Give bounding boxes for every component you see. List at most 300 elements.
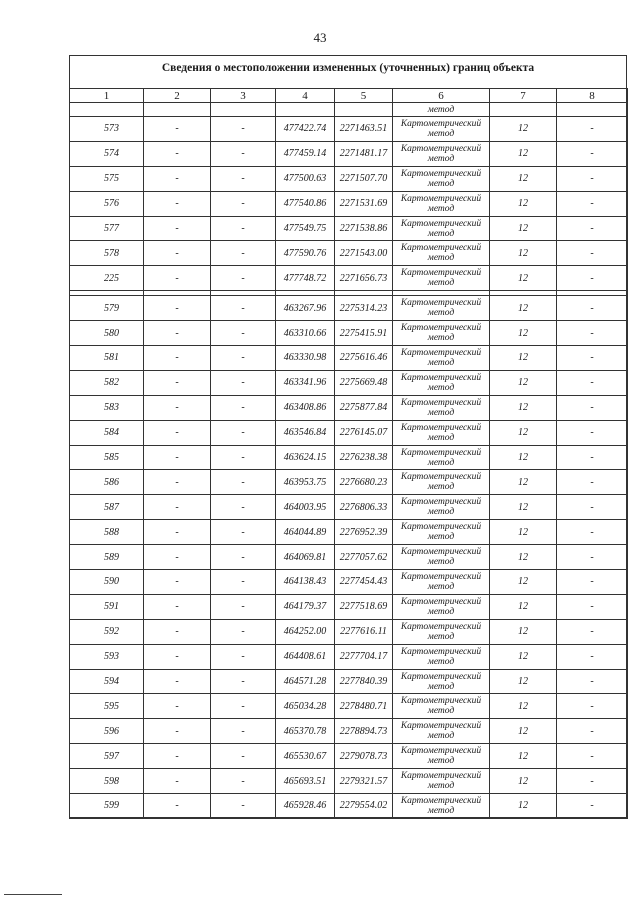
method-cell [393, 266, 490, 291]
method-line-2: метод [427, 706, 455, 717]
accuracy-cell: 12 [490, 769, 557, 794]
method-line-1: Картометрический [400, 696, 482, 707]
col2-cell: - [144, 321, 211, 346]
point-number-cell: 588 [70, 520, 144, 545]
x-coordinate-cell: 463267.96 [276, 296, 335, 321]
col8-cell: - [557, 141, 628, 166]
col8-cell: - [557, 694, 628, 719]
col3-cell: - [211, 619, 276, 644]
col8-cell: - [557, 117, 628, 142]
method-cell [393, 141, 490, 166]
x-coordinate-cell: 464138.43 [276, 570, 335, 595]
col2-cell: - [144, 769, 211, 794]
col3-cell: - [211, 117, 276, 142]
table-row [70, 241, 628, 266]
point-number-cell: 589 [70, 545, 144, 570]
table-cell [490, 103, 557, 117]
col2-cell: - [144, 166, 211, 191]
table-row [70, 719, 628, 744]
method-line-1: Картометрический [400, 298, 482, 309]
col2-cell: - [144, 445, 211, 470]
col8-cell: - [557, 346, 628, 371]
table-row [70, 296, 628, 321]
col8-cell: - [557, 794, 628, 819]
column-number-row [70, 89, 628, 103]
x-coordinate-cell: 477590.76 [276, 241, 335, 266]
col8-cell: - [557, 644, 628, 669]
table-row [70, 545, 628, 570]
table-row [70, 445, 628, 470]
col8-cell: - [557, 570, 628, 595]
col3-cell: - [211, 191, 276, 216]
method-cell [393, 644, 490, 669]
point-number-cell: 593 [70, 644, 144, 669]
column-number: 5 [335, 89, 393, 103]
method-line-2: метод [427, 128, 455, 139]
method-cell [393, 794, 490, 819]
table-cell [335, 103, 393, 117]
method-line-1: Картометрический [400, 571, 482, 582]
y-coordinate-cell: 2271463.51 [335, 117, 393, 142]
col3-cell: - [211, 470, 276, 495]
point-number-cell: 225 [70, 266, 144, 291]
accuracy-cell: 12 [490, 644, 557, 669]
point-number-cell: 586 [70, 470, 144, 495]
col3-cell: - [211, 216, 276, 241]
point-number-cell: 580 [70, 321, 144, 346]
column-number: 8 [557, 89, 628, 103]
col3-cell: - [211, 346, 276, 371]
method-cell [393, 241, 490, 266]
col3-cell: - [211, 644, 276, 669]
point-number-cell: 582 [70, 370, 144, 395]
accuracy-cell: 12 [490, 241, 557, 266]
point-number-cell: 591 [70, 594, 144, 619]
method-line-2: метод [427, 278, 455, 289]
accuracy-cell: 12 [490, 470, 557, 495]
accuracy-cell: 12 [490, 216, 557, 241]
method-line-2: метод [427, 482, 455, 493]
y-coordinate-cell: 2275616.46 [335, 346, 393, 371]
accuracy-cell: 12 [490, 395, 557, 420]
point-number-cell: 585 [70, 445, 144, 470]
y-coordinate-cell: 2277704.17 [335, 644, 393, 669]
method-cell [393, 321, 490, 346]
col2-cell: - [144, 117, 211, 142]
y-coordinate-cell: 2279078.73 [335, 744, 393, 769]
col8-cell: - [557, 216, 628, 241]
x-coordinate-cell: 477422.74 [276, 117, 335, 142]
method-cell [393, 619, 490, 644]
x-coordinate-cell: 465693.51 [276, 769, 335, 794]
point-number-cell: 590 [70, 570, 144, 595]
y-coordinate-cell: 2277454.43 [335, 570, 393, 595]
col3-cell: - [211, 241, 276, 266]
col8-cell: - [557, 395, 628, 420]
point-number-cell: 599 [70, 794, 144, 819]
col2-cell: - [144, 370, 211, 395]
method-line-1: Картометрический [400, 372, 482, 383]
accuracy-cell: 12 [490, 321, 557, 346]
method-line-1: Картометрический [400, 447, 482, 458]
method-line-2: метод [427, 805, 455, 816]
accuracy-cell: 12 [490, 594, 557, 619]
point-number-cell: 574 [70, 141, 144, 166]
col3-cell: - [211, 669, 276, 694]
method-line-2: метод [427, 203, 455, 214]
table-row [70, 694, 628, 719]
point-number-cell: 595 [70, 694, 144, 719]
method-line-1: Картометрический [400, 671, 482, 682]
method-cell [393, 191, 490, 216]
accuracy-cell: 12 [490, 266, 557, 291]
col8-cell: - [557, 594, 628, 619]
col8-cell: - [557, 669, 628, 694]
col3-cell: - [211, 166, 276, 191]
col8-cell: - [557, 241, 628, 266]
method-continuation: метод [393, 103, 490, 117]
col8-cell: - [557, 370, 628, 395]
col3-cell: - [211, 495, 276, 520]
col3-cell: - [211, 719, 276, 744]
col2-cell: - [144, 266, 211, 291]
column-number: 1 [70, 89, 144, 103]
method-line-1: Картометрический [400, 646, 482, 657]
method-line-2: метод [427, 178, 455, 189]
col2-cell: - [144, 420, 211, 445]
method-line-2: метод [427, 631, 455, 642]
method-line-1: Картометрический [400, 472, 482, 483]
accuracy-cell: 12 [490, 719, 557, 744]
col8-cell: - [557, 470, 628, 495]
col2-cell: - [144, 216, 211, 241]
point-number-cell: 576 [70, 191, 144, 216]
x-coordinate-cell: 463341.96 [276, 370, 335, 395]
column-number: 4 [276, 89, 335, 103]
col2-cell: - [144, 241, 211, 266]
method-line-2: метод [427, 581, 455, 592]
document-title: Сведения о местоположении измененных (уточненных) границ объекта [161, 62, 535, 74]
accuracy-cell: 12 [490, 495, 557, 520]
y-coordinate-cell: 2277840.39 [335, 669, 393, 694]
x-coordinate-cell: 464571.28 [276, 669, 335, 694]
col3-cell: - [211, 395, 276, 420]
col2-cell: - [144, 644, 211, 669]
method-line-1: Картометрический [400, 268, 482, 279]
x-coordinate-cell: 477500.63 [276, 166, 335, 191]
table-row [70, 346, 628, 371]
table-row [70, 744, 628, 769]
method-cell [393, 445, 490, 470]
method-line-1: Картометрический [400, 621, 482, 632]
method-cell [393, 216, 490, 241]
page-number: 43 [313, 30, 327, 45]
point-number-cell: 578 [70, 241, 144, 266]
x-coordinate-cell: 464408.61 [276, 644, 335, 669]
y-coordinate-cell: 2277057.62 [335, 545, 393, 570]
method-line-2: метод [427, 253, 455, 264]
accuracy-cell: 12 [490, 420, 557, 445]
x-coordinate-cell: 464179.37 [276, 594, 335, 619]
table-row [70, 141, 628, 166]
table-cell [276, 103, 335, 117]
method-cell [393, 395, 490, 420]
table-row [70, 370, 628, 395]
method-line-2: метод [427, 228, 455, 239]
method-line-1: Картометрический [400, 218, 482, 229]
point-number-cell: 592 [70, 619, 144, 644]
point-number-cell: 598 [70, 769, 144, 794]
method-cell [393, 370, 490, 395]
table-row [70, 769, 628, 794]
x-coordinate-cell: 477459.14 [276, 141, 335, 166]
x-coordinate-cell: 463330.98 [276, 346, 335, 371]
col3-cell: - [211, 570, 276, 595]
col3-cell: - [211, 420, 276, 445]
x-coordinate-cell: 464252.00 [276, 619, 335, 644]
method-line-2: метод [427, 407, 455, 418]
y-coordinate-cell: 2276806.33 [335, 495, 393, 520]
continuation-row [70, 103, 628, 117]
method-cell [393, 346, 490, 371]
table-row [70, 470, 628, 495]
method-line-1: Картометрический [400, 795, 482, 806]
col8-cell: - [557, 321, 628, 346]
accuracy-cell: 12 [490, 166, 557, 191]
column-number: 2 [144, 89, 211, 103]
method-cell [393, 769, 490, 794]
accuracy-cell: 12 [490, 694, 557, 719]
method-line-1: Картометрический [400, 193, 482, 204]
x-coordinate-cell: 477549.75 [276, 216, 335, 241]
x-coordinate-cell: 477540.86 [276, 191, 335, 216]
col2-cell: - [144, 395, 211, 420]
y-coordinate-cell: 2277616.11 [335, 619, 393, 644]
table-row [70, 794, 628, 819]
x-coordinate-cell: 477748.72 [276, 266, 335, 291]
col2-cell: - [144, 594, 211, 619]
point-number-cell: 575 [70, 166, 144, 191]
y-coordinate-cell: 2275314.23 [335, 296, 393, 321]
col8-cell: - [557, 619, 628, 644]
col2-cell: - [144, 296, 211, 321]
method-cell [393, 694, 490, 719]
accuracy-cell: 12 [490, 744, 557, 769]
method-line-1: Картометрический [400, 721, 482, 732]
method-line-1: Картометрический [400, 143, 482, 154]
col8-cell: - [557, 296, 628, 321]
accuracy-cell: 12 [490, 520, 557, 545]
table-cell [557, 103, 628, 117]
col8-cell: - [557, 545, 628, 570]
col2-cell: - [144, 570, 211, 595]
table-cell [70, 103, 144, 117]
point-number-cell: 581 [70, 346, 144, 371]
x-coordinate-cell: 463310.66 [276, 321, 335, 346]
accuracy-cell: 12 [490, 794, 557, 819]
accuracy-cell: 12 [490, 445, 557, 470]
method-line-2: метод [427, 656, 455, 667]
x-coordinate-cell: 465370.78 [276, 719, 335, 744]
x-coordinate-cell: 465034.28 [276, 694, 335, 719]
y-coordinate-cell: 2276238.38 [335, 445, 393, 470]
col3-cell: - [211, 794, 276, 819]
table-cell [144, 103, 211, 117]
y-coordinate-cell: 2277518.69 [335, 594, 393, 619]
col8-cell: - [557, 744, 628, 769]
column-number: 7 [490, 89, 557, 103]
method-cell [393, 296, 490, 321]
table-row [70, 619, 628, 644]
method-line-2: метод [427, 333, 455, 344]
column-number: 3 [211, 89, 276, 103]
col3-cell: - [211, 141, 276, 166]
accuracy-cell: 12 [490, 346, 557, 371]
y-coordinate-cell: 2276952.39 [335, 520, 393, 545]
coordinates-table [69, 88, 628, 819]
y-coordinate-cell: 2275877.84 [335, 395, 393, 420]
method-line-1: Картометрический [400, 522, 482, 533]
table-row [70, 166, 628, 191]
method-cell [393, 744, 490, 769]
method-line-1: Картометрический [400, 771, 482, 782]
col3-cell: - [211, 445, 276, 470]
x-coordinate-cell: 465928.46 [276, 794, 335, 819]
x-coordinate-cell: 463408.86 [276, 395, 335, 420]
x-coordinate-cell: 464069.81 [276, 545, 335, 570]
method-line-2: метод [427, 606, 455, 617]
method-line-2: метод [427, 681, 455, 692]
table-row [70, 644, 628, 669]
table-row [70, 594, 628, 619]
col2-cell: - [144, 794, 211, 819]
method-line-2: метод [427, 532, 455, 543]
x-coordinate-cell: 465530.67 [276, 744, 335, 769]
col3-cell: - [211, 296, 276, 321]
method-line-1: Картометрический [400, 596, 482, 607]
col2-cell: - [144, 141, 211, 166]
method-line-1: Картометрический [400, 547, 482, 558]
point-number-cell: 594 [70, 669, 144, 694]
col8-cell: - [557, 420, 628, 445]
y-coordinate-cell: 2271538.86 [335, 216, 393, 241]
col8-cell: - [557, 445, 628, 470]
point-number-cell: 587 [70, 495, 144, 520]
y-coordinate-cell: 2271543.00 [335, 241, 393, 266]
accuracy-cell: 12 [490, 370, 557, 395]
method-cell [393, 117, 490, 142]
method-line-2: метод [427, 457, 455, 468]
table-row [70, 495, 628, 520]
point-number-cell: 579 [70, 296, 144, 321]
point-number-cell: 583 [70, 395, 144, 420]
table-row [70, 266, 628, 291]
table-row [70, 321, 628, 346]
method-line-1: Картометрический [400, 118, 482, 129]
col3-cell: - [211, 744, 276, 769]
accuracy-cell: 12 [490, 191, 557, 216]
accuracy-cell: 12 [490, 669, 557, 694]
y-coordinate-cell: 2278894.73 [335, 719, 393, 744]
method-cell [393, 520, 490, 545]
accuracy-cell: 12 [490, 619, 557, 644]
col2-cell: - [144, 545, 211, 570]
accuracy-cell: 12 [490, 570, 557, 595]
col2-cell: - [144, 495, 211, 520]
method-cell [393, 545, 490, 570]
col8-cell: - [557, 166, 628, 191]
accuracy-cell: 12 [490, 117, 557, 142]
y-coordinate-cell: 2279554.02 [335, 794, 393, 819]
col2-cell: - [144, 719, 211, 744]
method-line-1: Картометрический [400, 347, 482, 358]
col8-cell: - [557, 191, 628, 216]
accuracy-cell: 12 [490, 545, 557, 570]
method-line-2: метод [427, 432, 455, 443]
x-coordinate-cell: 463953.75 [276, 470, 335, 495]
y-coordinate-cell: 2276680.23 [335, 470, 393, 495]
y-coordinate-cell: 2279321.57 [335, 769, 393, 794]
table-row [70, 669, 628, 694]
x-coordinate-cell: 463546.84 [276, 420, 335, 445]
col3-cell: - [211, 545, 276, 570]
col2-cell: - [144, 346, 211, 371]
col2-cell: - [144, 470, 211, 495]
method-cell [393, 166, 490, 191]
col3-cell: - [211, 769, 276, 794]
footnote-separator [4, 894, 62, 895]
method-line-2: метод [427, 731, 455, 742]
method-cell [393, 719, 490, 744]
method-line-1: Картометрический [400, 168, 482, 179]
method-cell [393, 594, 490, 619]
method-line-2: метод [427, 308, 455, 319]
method-line-1: Картометрический [400, 323, 482, 334]
method-line-1: Картометрический [400, 243, 482, 254]
table-row [70, 520, 628, 545]
method-line-1: Картометрический [400, 422, 482, 433]
x-coordinate-cell: 464003.95 [276, 495, 335, 520]
method-line-1: Картометрический [400, 497, 482, 508]
y-coordinate-cell: 2276145.07 [335, 420, 393, 445]
y-coordinate-cell: 2278480.71 [335, 694, 393, 719]
table-row [70, 420, 628, 445]
y-coordinate-cell: 2271481.17 [335, 141, 393, 166]
method-line-2: метод [427, 507, 455, 518]
method-line-2: метод [427, 557, 455, 568]
table-cell [211, 103, 276, 117]
method-line-1: Картометрический [400, 746, 482, 757]
y-coordinate-cell: 2275669.48 [335, 370, 393, 395]
point-number-cell: 573 [70, 117, 144, 142]
method-cell [393, 470, 490, 495]
table-row [70, 117, 628, 142]
table-row [70, 570, 628, 595]
col3-cell: - [211, 520, 276, 545]
table-row [70, 191, 628, 216]
col2-cell: - [144, 694, 211, 719]
x-coordinate-cell: 463624.15 [276, 445, 335, 470]
col3-cell: - [211, 321, 276, 346]
point-number-cell: 597 [70, 744, 144, 769]
col3-cell: - [211, 370, 276, 395]
col8-cell: - [557, 266, 628, 291]
y-coordinate-cell: 2271531.69 [335, 191, 393, 216]
table-row [70, 395, 628, 420]
col2-cell: - [144, 619, 211, 644]
method-cell [393, 495, 490, 520]
col2-cell: - [144, 744, 211, 769]
